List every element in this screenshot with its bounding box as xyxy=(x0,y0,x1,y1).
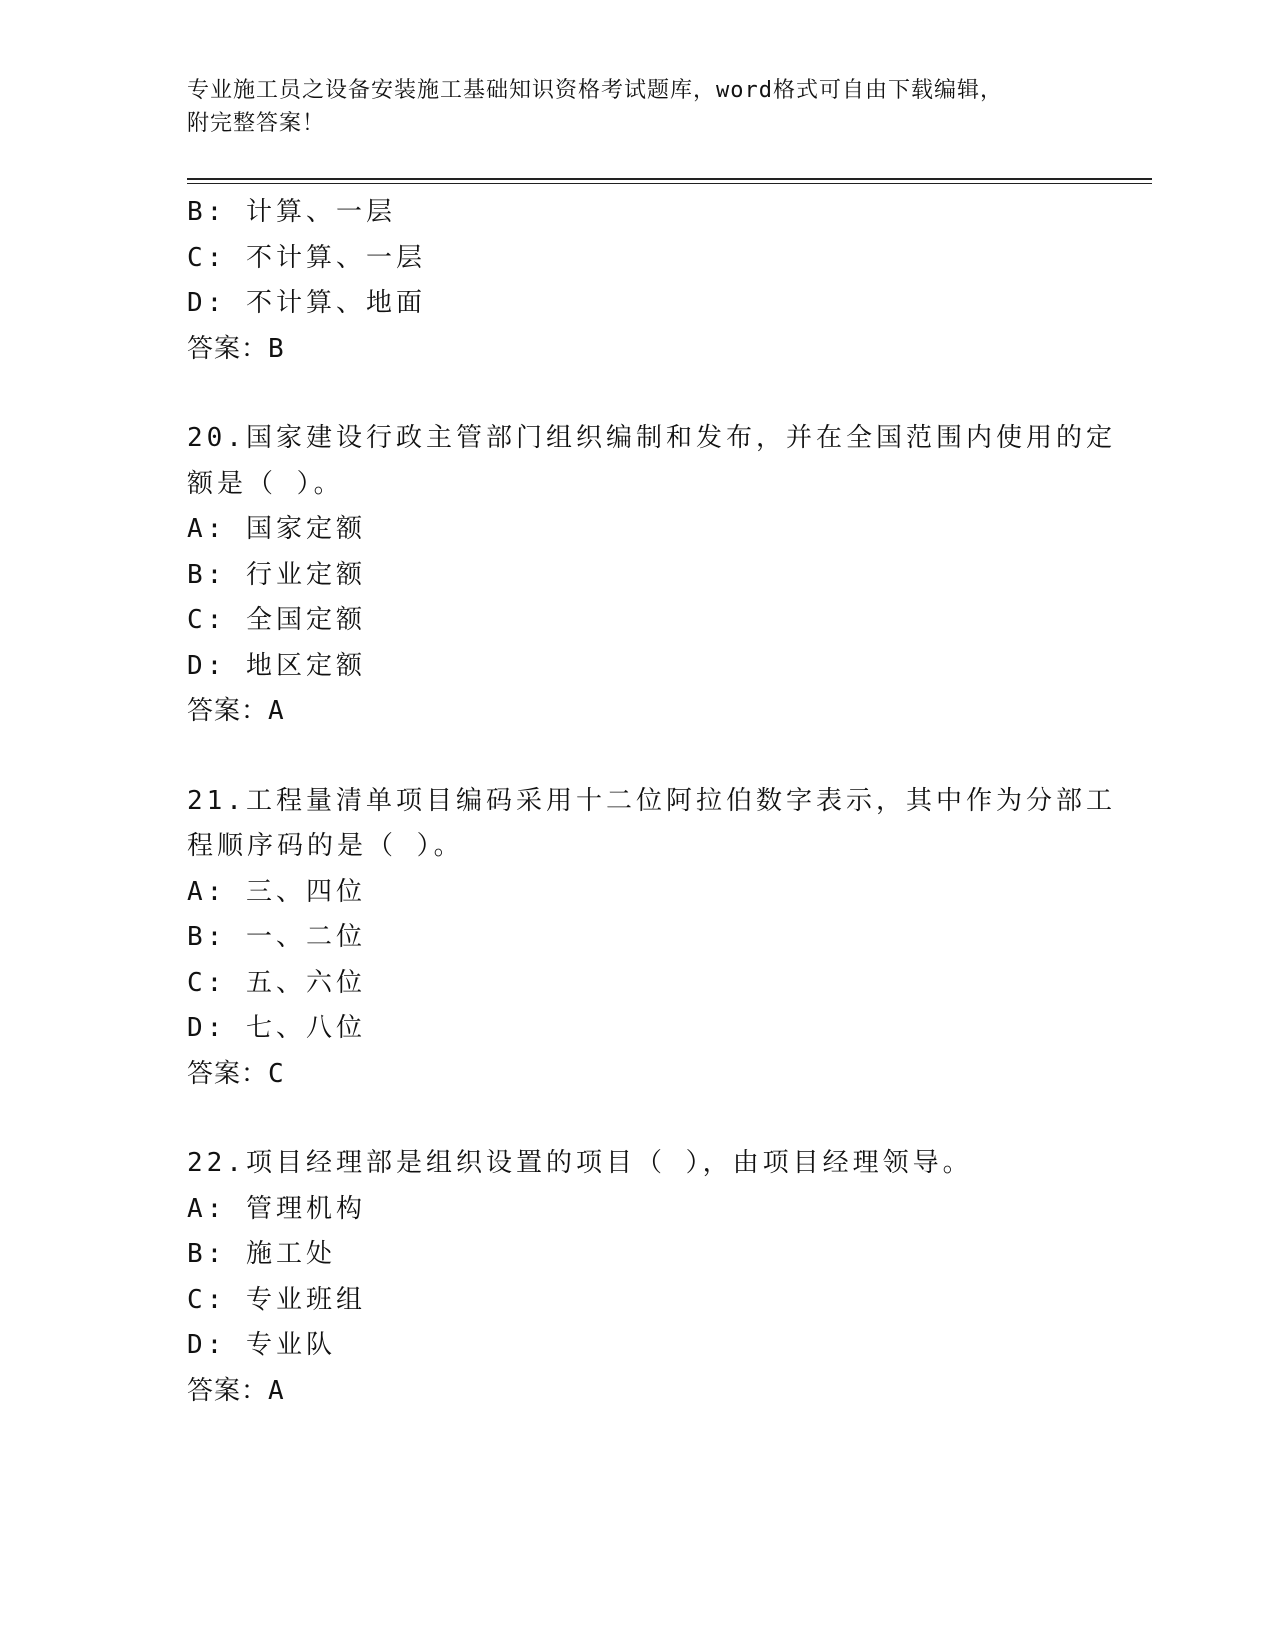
question-21 xyxy=(187,779,1116,1098)
option-a: A: 国家定额 xyxy=(187,514,366,544)
header-divider xyxy=(187,178,1152,180)
header-title-line-1: 专业施工员之设备安装施工基础知识资格考试题库，word格式可自由下载编辑， xyxy=(187,78,1003,103)
answer-label: 答案： xyxy=(187,1375,269,1406)
question-20 xyxy=(187,416,1116,735)
answer-value: C xyxy=(268,1058,285,1089)
answer-label: 答案： xyxy=(187,1058,269,1089)
answer-line xyxy=(187,689,1087,735)
option-d: D: 地区定额 xyxy=(187,650,366,681)
option-b: B: 施工处 xyxy=(187,1239,336,1269)
option-b: B: 一、二位 xyxy=(187,922,366,952)
option-c: C: 五、六位 xyxy=(187,967,366,998)
option-c: C: 不计算、一层 xyxy=(187,242,426,273)
option-d: D: 专业队 xyxy=(187,1330,336,1360)
option-c: C: 全国定额 xyxy=(187,605,366,635)
question-stem-continued: 程顺序码的是（ ）。 xyxy=(187,831,464,861)
answer-value: A xyxy=(268,1375,285,1406)
question-list xyxy=(187,190,1116,1414)
answer-line xyxy=(187,1369,1087,1415)
document-header xyxy=(187,74,1087,140)
question-19-continuation xyxy=(187,190,1087,372)
question-stem: 22.项目经理部是组织设置的项目（ ），由项目经理领导。 xyxy=(187,1148,973,1178)
answer-line xyxy=(187,1052,1087,1098)
question-stem: 21.工程量清单项目编码采用十二位阿拉伯数字表示，其中作为分部工 xyxy=(187,785,1116,816)
option-d: D: 不计算、地面 xyxy=(187,288,426,318)
option-c: C: 专业班组 xyxy=(187,1284,366,1315)
answer-label: 答案： xyxy=(187,333,269,364)
answer-line xyxy=(187,327,1087,373)
question-stem-continued: 额是（ ）。 xyxy=(187,468,344,499)
option-a: A: 管理机构 xyxy=(187,1193,366,1224)
answer-value: A xyxy=(268,696,285,726)
header-divider-thin xyxy=(187,183,1152,184)
question-22 xyxy=(187,1141,1087,1414)
answer-label: 答案： xyxy=(187,696,269,726)
option-d: D: 七、八位 xyxy=(187,1013,366,1043)
answer-value: B xyxy=(268,333,285,364)
header-title-line-2: 附完整答案！ xyxy=(187,111,326,136)
option-b: B: 行业定额 xyxy=(187,559,366,590)
question-stem: 20.国家建设行政主管部门组织编制和发布，并在全国范围内使用的定 xyxy=(187,423,1116,453)
option-a: A: 三、四位 xyxy=(187,876,366,907)
option-b: B: 计算、一层 xyxy=(187,197,396,227)
